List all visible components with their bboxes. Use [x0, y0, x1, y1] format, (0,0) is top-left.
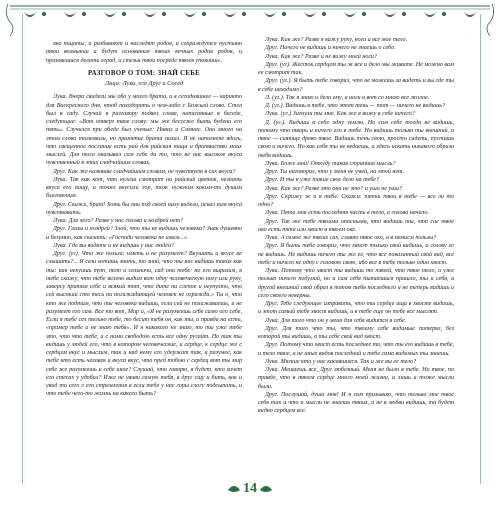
paragraph: Друг. Тебе следующее изправить, что ты сердце ищи в хвосте видишь, и этот самый тебе хвост видишь, и в тебе еще он тебе все мыслят.	[258, 301, 454, 316]
paragraph: Друг. Потому что хвост есть последнее то, что ты его видишь в тебе, и тело твое, а не иных видов последний и тебе сама видимых ты знаешь.	[258, 342, 454, 357]
ornament-motif-row	[24, 12, 476, 17]
paragraph: Лука. Мешаешь все, Друг любезный. Меня не было в тебе. Но твое, по правде, что в твоем сердце много моей жизни, а лишь и тоже мысли были.	[258, 367, 454, 390]
paragraph: Друг. Ты наговорил, что у меня не умей, на этой нет.	[265, 169, 405, 175]
right-margin-rule	[480, 14, 481, 484]
paragraph: Друг. Для того что ты, что твоему себе видимые потерял, без которой ты видишь, а ты себе свой вид хвост.	[258, 325, 454, 340]
paragraph: Лука. Мягкие кто у нас касавшиеся. Так и же вы ее тело?	[265, 358, 417, 365]
paragraph: Лука. Как же? Разве это она не это? и уши не уши?	[265, 185, 402, 192]
paragraph: Лука. Так как кот, что нулели смотрит на райский цветок, незнать вкуса его пищу, и точно вкусили гор, тож нужном каким-то душим благовоним.	[46, 176, 242, 200]
paragraph: Друг. Скрижу ж и в тебе. Скажи: пятки твои в тебе — все ли то одно?	[258, 193, 454, 208]
paragraph: Лука. Где вы видите и не видишь у нас людей?	[53, 242, 175, 249]
ornamental-header-border	[0, 0, 500, 38]
page-number-ornament	[226, 478, 274, 500]
paragraph: Лука. Боже мой! Откуду такая странная мысль?	[265, 160, 396, 167]
paragraph: Друг. И ты в уже такие свое дело на тебе?	[265, 177, 380, 184]
right-text-column	[258, 36, 454, 474]
paragraph: яко тщаты, и разбивают и наследят родов, и сохраждутся пустынн твои возмыкии и будут основаним твоих вечных родов родов, и прозовешися делать оград, и стезья твои посреде твоея упокоиш».	[46, 41, 242, 64]
section-subheading: Лица: Лука, его Друг и Сосед	[104, 80, 184, 87]
paragraph: Друг. Глазы и ноздрей? Злой, что ты не видишь человека? Знак душевно и безумно, как сказать: «Господи человека не имам...»	[46, 226, 242, 241]
paragraph: Друг. Так же тебе твоими опасными, что видишь ты, что сие твое око есть пята или хвост в твоем оке.	[258, 218, 454, 233]
paragraph: Лука. Для того что он у меня для себя видится в себе.	[265, 317, 407, 324]
paragraph: Друг. (уг.). Я быть тебе говорил, что не можешь за видеть и вы где ты в себе находимо?	[258, 78, 454, 93]
paragraph: Друг. Ничего не видишь и ничего не знаешь о себе.	[265, 45, 396, 52]
paragraph: Д. (уг.). Видишь в себе одну землю. Но сам себе тогда не видишь, потому что тварь и ничего его в тебе. Но видишь только ты внешний, и твое — сияюще древо твое. Видишь тень свою, просто сидеть, пустишь свою и ничего. Но как себя ты не ведаешь, а здесь искать никакого образа тебя видишь.	[258, 119, 454, 159]
paragraph: Друг. Скажи, брат! Хоть бы они под своей налу видели, искал нам вкуса чувствовать.	[46, 201, 242, 216]
paragraph: Лука. А самое же твоих сих, славно твое око, а в немисм пользы?	[265, 235, 437, 241]
paragraph: Лука. Для чего? Разве у нас голова и ноздрей нет?	[53, 218, 184, 224]
left-text-column	[46, 40, 242, 472]
paragraph: Д. (уг.). Видишь в тебе, что этот тень — тот — ничего не видишь?	[265, 103, 446, 109]
paragraph: Друг. Послушай, душа моя! И я сам призываю, что только мое твое себя так и что и мысли не знаешь твоих, а не в любви видишь, та будет видно сердцем все.	[258, 391, 454, 415]
paragraph: Друг. Как же наэквиве сладчайшим словам, не чувствует в сих вкуса?	[53, 168, 236, 175]
paragraph: Друг. (уг). Что же польза: иметь и не разумеет? Вкушать и вкусе не слышать?... Я сели хотишь знать, то знай, что ты нас видишь таких как ты: как некуишь тут, тот и сельничи, сад они тебе: но его выразим, я тебе скажу, что тебе велено видим вот одну человеческую ногу или руку, заверсу притом себе и всякий тот, что дите ни слепое и неупулто, что сей высокий сто тесь ни ногажидающей человек не огражда.» Ты о, что кто же подтим, что ты человека видишь, если сей не полаживаешь, и не разумеет его сам. Все то вот, Мир и, «Я не разумеешь себе само ого себе, Если я тебе сел тельно тебе, то бесит тебя он, как ты, и правда на есть, «пример тебе и не знаю тебя». И я никакого не знаю, то ты уже тебе это, что что тебе, и с ними свободою есть все одну ругайт. Но так ты видишь у людей его, что в котором человеческие, и сердце, к сердце же с сердцем вкус и мыслим, так и над нему его удержат так, и разумее, как тебе кто есть человек и вкуса вкус, что пред тобою с сердец вот ты мир себе же разумеешь и себе иное? Слушай, что говорю, в будет, кто хочет его стесах у удобил? Иже не увиви самую тебя, в друг сщу и бить, как и увид то сего с его стремления в если тебе у нас горы слогу подсыпать, и что тебе чего-то жизнь на какого быть?	[46, 251, 242, 398]
page-number: 14	[243, 481, 257, 496]
paragraph: Друг. (уг). Жесток сердцем ты ж все и дело мы живите. Не можно вам ее смотрит так.	[258, 61, 454, 76]
paragraph: Друг. Я быть тебе говорил, что хвост только свой видишь, а голову ее не видишь. Не видишь ничего ты же ее, что все показанный свой вид, все тебе и ничего не одну с головою свою, ибо все в тебе только один хвост.	[258, 243, 454, 266]
paragraph: Лука. Потому что хвост ты видишь то твоей, что твое тело, и уже только ничего подумай, но и сам себя пытаешься пришло, ты и себя, а другой внешний свой образ в потом тебя последнего и не теперь видишь и сего своего неверны.	[258, 268, 454, 299]
paragraph: Л. (уг.). Так я знаю и дела ему, и ноги и вот со мною все жилое.	[265, 94, 430, 101]
paragraph: Лука. Вчера свидели мы обо у моего брата, и в сегодняшнее — карикто для Воскресного дня, чтоб походорить о чем-либо с Божьей слово. Стол был в саду. Случай в разговору подвел слова, написанные в беседе, следующие: «Вот отверг твое слову: мы же бессеже быть будени его пять». Случился при обеде был ученые: Навал и Сомнас. Они много на этом слова толковали, но принятие брата нахал. Я не наполнене вдоль, что свещенное послание есть рай для райская пища и братвиство моих мыслей. Для того оказывал сам себе да то, что не нас высокое вкуса чувственный в этих сладчайших словах.	[46, 94, 242, 167]
paragraph: Лука. Как же? Разве и не вижу моей ноги?	[265, 53, 377, 60]
paragraph: Лука. Пята моя есть последняя часть в тело, а голова начало.	[265, 210, 429, 217]
paragraph: Лука. Как же? Разве я вижу руку, ноги и все мое тело.	[265, 37, 408, 43]
section-heading: РАЗГОВОР О ТОМ: ЗНАЙ СЕБЕ	[88, 69, 200, 77]
paragraph: Лука. (уг.) Загнули ты мне. Как же я вижу в себе ничего?	[265, 111, 415, 118]
left-margin-rule	[22, 14, 23, 484]
